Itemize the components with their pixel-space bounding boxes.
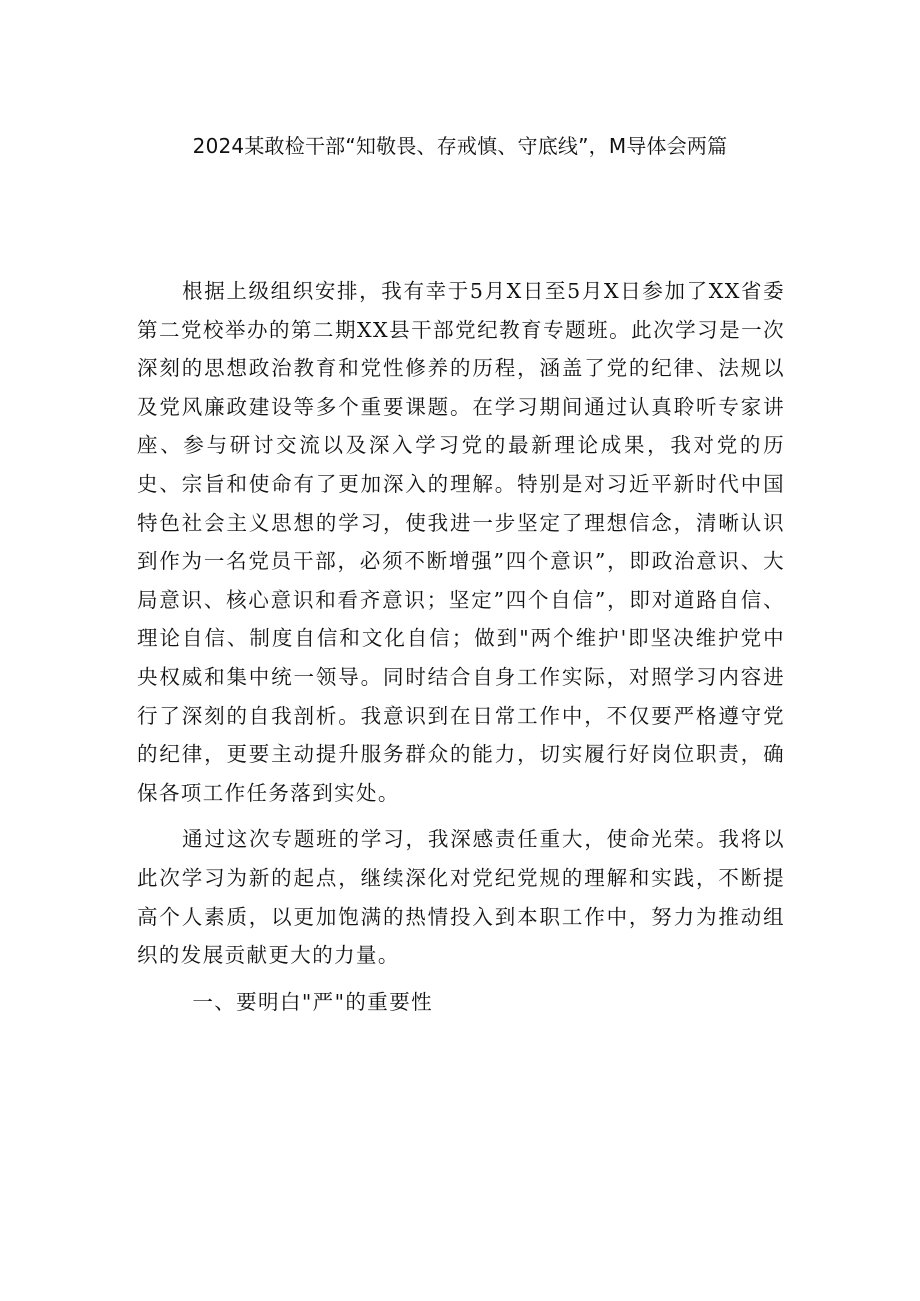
paragraph-2: 通过这次专题班的学习，我深感责任重大，使命光荣。我将以此次学习为新的起点，继续深化对党纪党规的理解和实践，不断提高个人素质，以更加饱满的热情投入到本职工作中，努力为推动组织的发展贡献更大的力量。 xyxy=(137,827,785,968)
paragraph-1: 根据上级组织安排，我有幸于5月X日至5月X日参加了XX省委第二党校举办的第二期XX县干部党纪教育专题班。此次学习是一次深刻的思想政治教育和党性修养的历程，涵盖了党的纪律、法规以及党风廉政建设等多个重要课题。在学习期间通过认真聆听专家讲座、参与研讨交流以及深入学习党的最新理论成果，我对党的历史、宗旨和使命有了更加深入的理解。特别是对习近平新时代中国特色社会主义思想的学习，使我进一步坚定了理想信念，清晰认识到作为一名党员干部，必须不断增强”四个意识”，即政治意识、大局意识、核心意识和看齐意识；坚定”四个自信”，即对道路自信、理论自信、制度自信和文化自信；做到"两个维护'即坚决维护党中央权威和集中统一领导。同时结合自身工作实际，对照学习内容进行了深刻的自我剖析。我意识到在日常工作中，不仅要严格遵守党的纪律，更要主动提升服务群众的能力，切实履行好岗位职责，确保各项工作任务落到实处。 xyxy=(137,279,785,805)
document-body xyxy=(137,272,785,1021)
section-heading: 一、要明白"严"的重要性 xyxy=(192,989,434,1014)
document-title: 2024某敢检干部“知敬畏、存戒慎、守底线”，M导体会两篇 xyxy=(192,134,728,158)
